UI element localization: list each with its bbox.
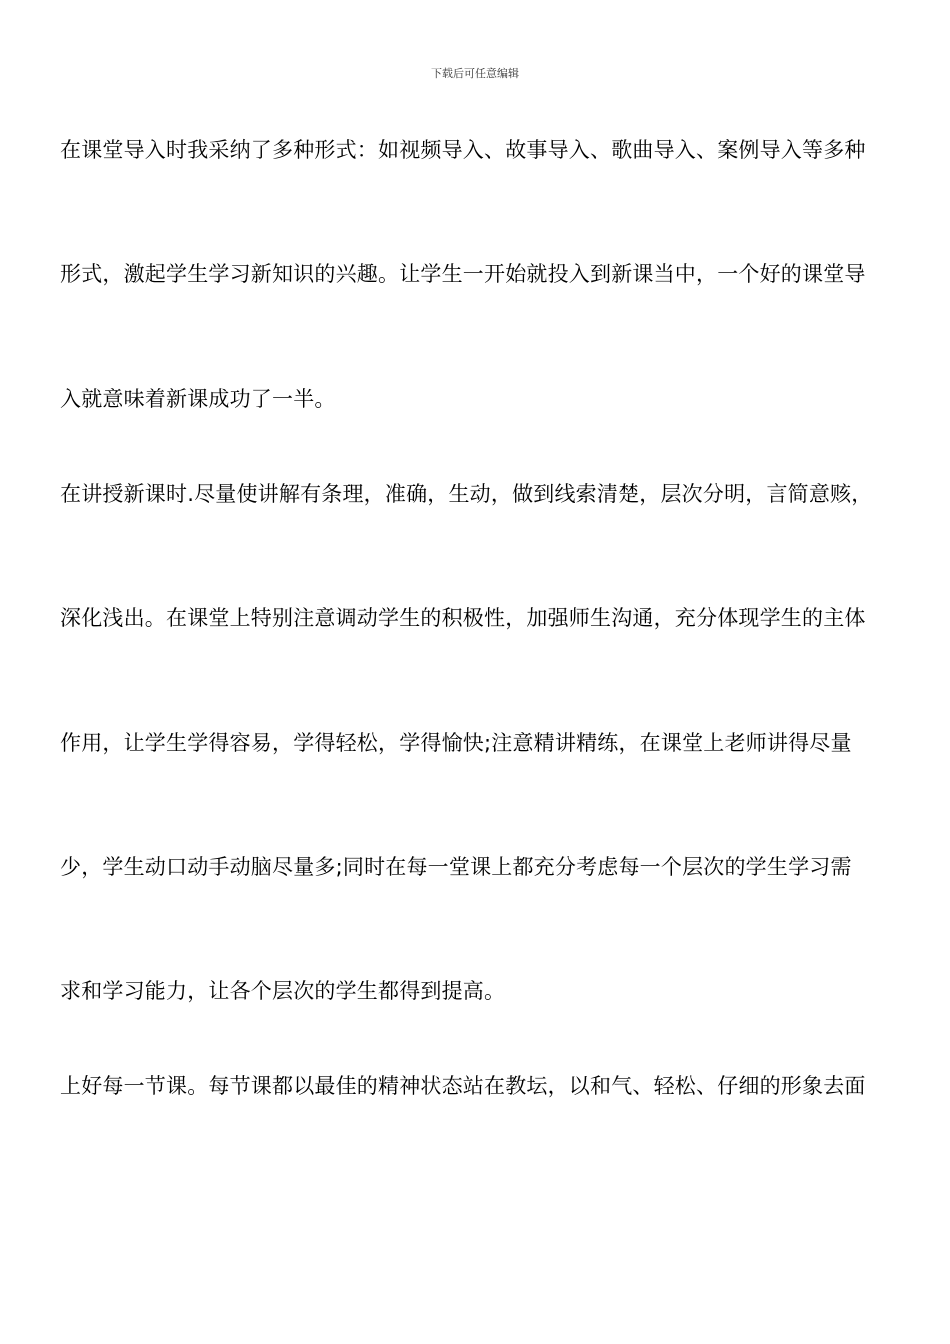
- paragraph-line: 作用，让学生学得容易，学得轻松，学得愉快;注意精讲精练，在课堂上老师讲得尽量: [60, 731, 852, 755]
- paragraph-line: 入就意味着新课成功了一半。: [60, 387, 336, 411]
- paragraph-line: 上好每一节课。每节课都以最佳的精神状态站在教坛，以和气、轻松、仔细的形象去面: [60, 1074, 866, 1098]
- paragraph-line: 在课堂导入时我采纳了多种形式：如视频导入、故事导入、歌曲导入、案例导入等多种: [60, 138, 866, 162]
- paragraph-line: 形式，激起学生学习新知识的兴趣。让学生一开始就投入到新课当中，一个好的课堂导: [60, 262, 866, 286]
- paragraph-line: 在讲授新课时.尽量使讲解有条理，准确，生动，做到线索清楚，层次分明，言简意赅，: [60, 482, 873, 506]
- page-header: 下载后可任意编辑: [431, 67, 519, 80]
- paragraph-line: 少，学生动口动手动脑尽量多;同时在每一堂课上都充分考虑每一个层次的学生学习需: [60, 855, 852, 879]
- paragraph-line: 深化浅出。在课堂上特别注意调动学生的积极性，加强师生沟通，充分体现学生的主体: [60, 606, 866, 630]
- paragraph-line: 求和学习能力，让各个层次的学生都得到提高。: [60, 979, 506, 1003]
